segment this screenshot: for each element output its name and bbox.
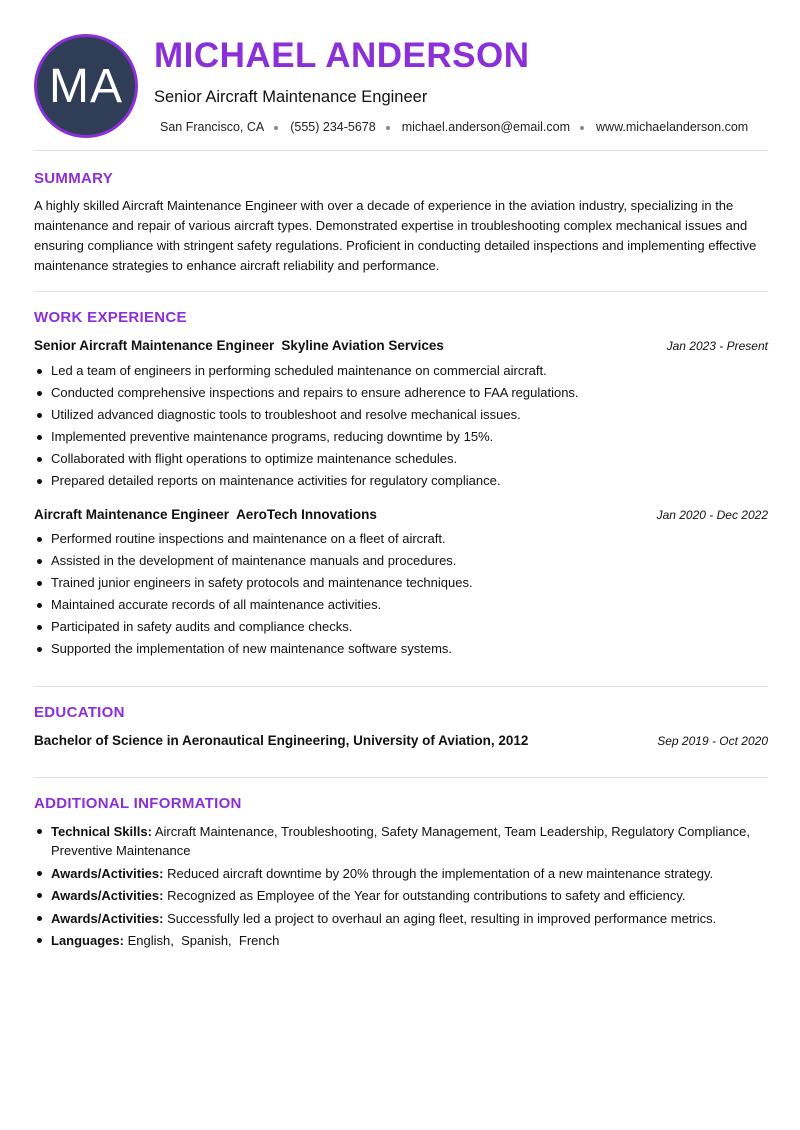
job-dates: Jan 2020 - Dec 2022 (656, 508, 768, 522)
separator-dot (386, 126, 390, 130)
education-degree: Bachelor of Science in Aeronautical Engineering, University of Aviation, 2012 (34, 733, 529, 748)
contact-phone: (555) 234-5678 (290, 120, 376, 134)
contact-info (160, 120, 748, 134)
summary-text: A highly skilled Aircraft Maintenance Engineer with over a decade of experience in the aviation industry, specializing in the maintenance and repair of various aircraft types. Demonstrated expertise in troubleshooting complex mechanical issues and ensuring compliance with stringent safety regulations. Proficient in conducting detailed inspections and implementing effective maintenance strategies to enhance aircraft reliability and performance. (34, 198, 757, 273)
info-text: Aircraft Maintenance, Troubleshooting, Safety Management, Team Leadership, Regulatory Compliance, Preventive Maintenance (51, 824, 751, 858)
avatar-initials: MA (49, 59, 123, 113)
education-entry (34, 733, 768, 748)
additional-info-heading: ADDITIONAL INFORMATION (34, 795, 242, 812)
education-dates: Sep 2019 - Oct 2020 (657, 734, 768, 748)
list-item (34, 886, 768, 905)
job-company: Skyline Aviation Services (281, 338, 444, 353)
work-experience-heading: WORK EXPERIENCE (34, 309, 187, 326)
divider (34, 291, 768, 292)
list-item: Performed routine inspections and maintenance on a fleet of aircraft. (34, 528, 768, 550)
info-text: Successfully led a project to overhaul an aging fleet, resulting in improved performance metrics. (167, 910, 717, 926)
job-company: AeroTech Innovations (236, 507, 377, 522)
job-bullets (34, 528, 768, 660)
job-bullets (34, 360, 768, 492)
job-role: Aircraft Maintenance Engineer (34, 507, 230, 522)
divider (34, 686, 768, 687)
avatar (34, 34, 138, 138)
info-text: Reduced aircraft downtime by 20% through the implementation of a new maintenance strategy. (167, 865, 714, 881)
job-header (34, 507, 768, 522)
separator-dot (580, 126, 584, 130)
info-text: Recognized as Employee of the Year for outstanding contributions to safety and efficiency. (167, 888, 686, 903)
list-item: Collaborated with flight operations to optimize maintenance schedules. (34, 448, 768, 470)
job-title: Senior Aircraft Maintenance Engineer (154, 88, 428, 106)
info-label: Technical Skills: (51, 824, 152, 839)
job-role-line (34, 507, 377, 522)
contact-website: www.michaelanderson.com (596, 120, 749, 134)
list-item: Maintained accurate records of all maintenance activities. (34, 594, 768, 616)
job-dates: Jan 2023 - Present (666, 339, 768, 353)
contact-location: San Francisco, CA (160, 120, 265, 134)
additional-info-list (34, 822, 768, 954)
info-text: English, Spanish, French (127, 933, 280, 948)
list-item (34, 822, 768, 860)
list-item (34, 864, 768, 883)
job-header (34, 338, 768, 353)
list-item: Utilized advanced diagnostic tools to troubleshoot and resolve mechanical issues. (34, 404, 768, 426)
list-item: Prepared detailed reports on maintenance activities for regulatory compliance. (34, 470, 768, 492)
info-label: Awards/Activities: (51, 910, 164, 926)
info-label: Languages: (51, 933, 124, 948)
list-item: Conducted comprehensive inspections and repairs to ensure adherence to FAA regulations. (34, 382, 768, 404)
list-item: Participated in safety audits and compliance checks. (34, 616, 768, 638)
resume-header (34, 34, 768, 138)
list-item: Implemented preventive maintenance programs, reducing downtime by 15%. (34, 426, 768, 448)
candidate-name: MICHAEL ANDERSON (154, 36, 530, 75)
divider (34, 150, 768, 151)
education-heading: EDUCATION (34, 704, 125, 721)
info-label: Awards/Activities: (51, 865, 164, 881)
contact-email: michael.anderson@email.com (401, 120, 571, 134)
list-item: Supported the implementation of new maintenance software systems. (34, 638, 768, 660)
divider (34, 777, 768, 778)
summary-heading: SUMMARY (34, 170, 114, 187)
job-role: Senior Aircraft Maintenance Engineer (34, 338, 275, 353)
list-item (34, 931, 768, 950)
list-item (34, 909, 768, 928)
separator-dot (274, 126, 278, 130)
list-item: Led a team of engineers in performing scheduled maintenance on commercial aircraft. (34, 360, 768, 382)
list-item: Trained junior engineers in safety protocols and maintenance techniques. (34, 572, 768, 594)
info-label: Awards/Activities: (51, 888, 164, 903)
job-role-line (34, 338, 444, 353)
list-item: Assisted in the development of maintenance manuals and procedures. (34, 550, 768, 572)
